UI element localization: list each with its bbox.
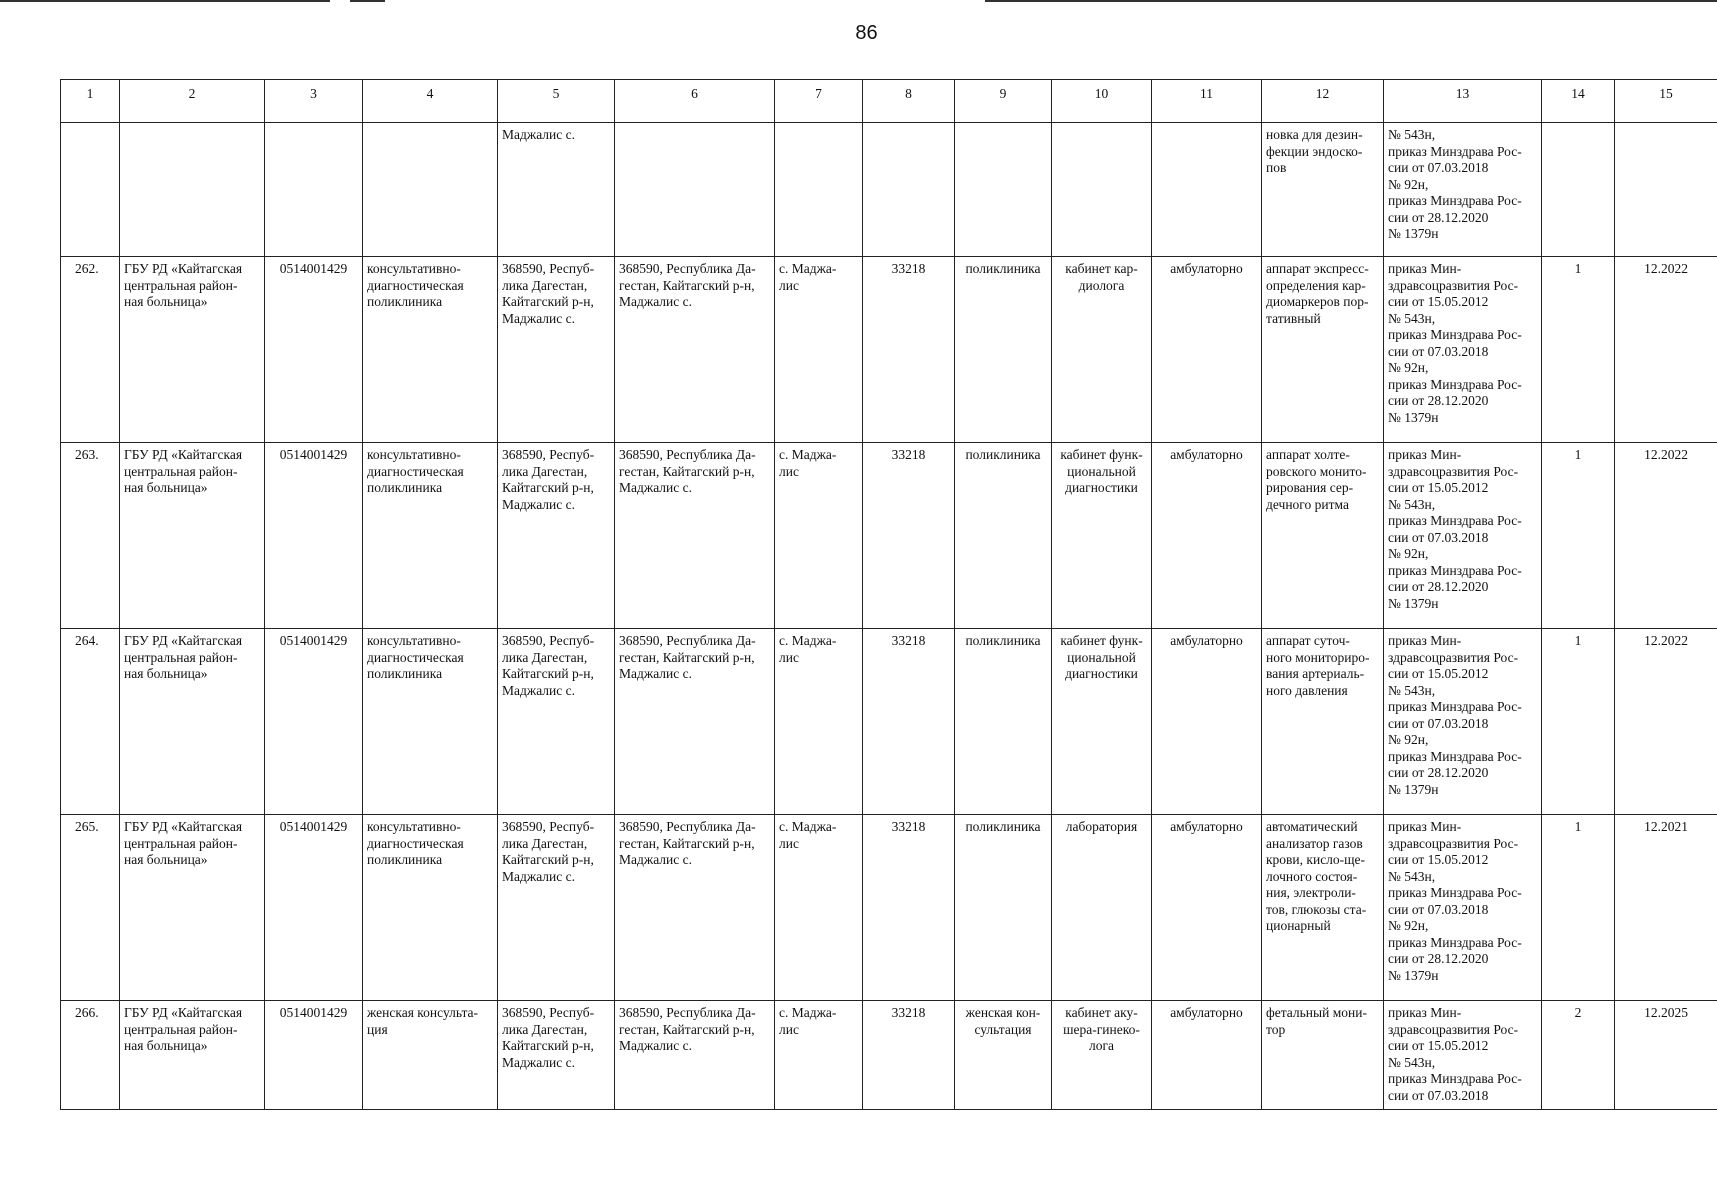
cell-unit: поликлиника <box>955 257 1052 443</box>
cell-facility-type: консультативно- диагностическая поликлиника <box>363 257 498 443</box>
cell-equipment: новка для дезин- фекции эндоско- пов <box>1262 123 1384 257</box>
cell-organization: ГБУ РД «Кайтагская центральная район- ная больница» <box>120 629 265 815</box>
page-number: 86 <box>855 22 878 44</box>
cell-code: 33218 <box>863 1001 955 1110</box>
cell-quantity: 2 <box>1542 1001 1615 1110</box>
header-row <box>61 80 1717 123</box>
cell-code: 33218 <box>863 257 955 443</box>
col-header: 15 <box>1615 80 1717 123</box>
table-row <box>61 629 1717 815</box>
cell-order: приказ Мин- здравсоцразвития Рос- сии от 15.05.2012 № 543н, приказ Минздрава Рос- сии от 07.03.2018 <box>1384 1001 1542 1110</box>
cell-date: 12.2022 <box>1615 443 1717 629</box>
cell-equipment: аппарат суточ- ного мониториро- вания артериаль- ного давления <box>1262 629 1384 815</box>
cell-organization: ГБУ РД «Кайтагская центральная район- ная больница» <box>120 257 265 443</box>
cell-date: 12.2025 <box>1615 1001 1717 1110</box>
cell-date: 12.2021 <box>1615 815 1717 1001</box>
cell-equipment: автоматический анализатор газов крови, кисло-ще- лочного состоя- ния, электроли- тов, глюкозы ста- ционарный <box>1262 815 1384 1001</box>
cell-unit: поликлиника <box>955 443 1052 629</box>
cell-care-type: амбулаторно <box>1152 815 1262 1001</box>
col-header: 14 <box>1542 80 1615 123</box>
cell-room: кабинет кар- диолога <box>1052 257 1152 443</box>
cell-order: приказ Мин- здравсоцразвития Рос- сии от 15.05.2012 № 543н, приказ Минздрава Рос- сии от 07.03.2018 № 92н, приказ Минздрава Рос- сии от 28.12.2020 № 1379н <box>1384 257 1542 443</box>
cell-code: 33218 <box>863 815 955 1001</box>
cell-equipment: аппарат экспресс- определения кар- диомаркеров пор- тативный <box>1262 257 1384 443</box>
cell-row-number: 262. <box>61 257 120 443</box>
col-header: 9 <box>955 80 1052 123</box>
cell-facility-type: консультативно- диагностическая поликлиника <box>363 629 498 815</box>
table-row <box>61 257 1717 443</box>
col-header: 5 <box>498 80 615 123</box>
col-header: 2 <box>120 80 265 123</box>
cell-row-number: 264. <box>61 629 120 815</box>
cell-address-actual: 368590, Республика Да- гестан, Кайтагский р-н, Маджалис с. <box>615 443 775 629</box>
cell-equipment: аппарат холте- ровского монито- рирования сер- дечного ритма <box>1262 443 1384 629</box>
cell-address-legal: 368590, Респуб- лика Дагестан, Кайтагский р-н, Маджалис с. <box>498 1001 615 1110</box>
cell-room: лаборатория <box>1052 815 1152 1001</box>
col-header: 11 <box>1152 80 1262 123</box>
col-header: 10 <box>1052 80 1152 123</box>
col-header: 3 <box>265 80 363 123</box>
cell-address-legal: 368590, Респуб- лика Дагестан, Кайтагский р-н, Маджалис с. <box>498 257 615 443</box>
cell-address-actual: 368590, Республика Да- гестан, Кайтагский р-н, Маджалис с. <box>615 815 775 1001</box>
cell-empty <box>1615 123 1717 257</box>
cell-empty <box>1542 123 1615 257</box>
cell-settlement: с. Маджа- лис <box>775 815 863 1001</box>
cell-empty <box>863 123 955 257</box>
cell-organization: ГБУ РД «Кайтагская центральная район- ная больница» <box>120 815 265 1001</box>
cell-unit: женская кон- сультация <box>955 1001 1052 1110</box>
cell-room: кабинет аку- шера-гинеко- лога <box>1052 1001 1152 1110</box>
continuation-row <box>61 123 1717 257</box>
col-header: 4 <box>363 80 498 123</box>
cell-care-type: амбулаторно <box>1152 629 1262 815</box>
cell-code: 33218 <box>863 443 955 629</box>
cell-room: кабинет функ- циональной диагностики <box>1052 443 1152 629</box>
cell-unit: поликлиника <box>955 815 1052 1001</box>
cell-empty <box>363 123 498 257</box>
cell-inn: 0514001429 <box>265 443 363 629</box>
table-row <box>61 443 1717 629</box>
cell-address-actual: 368590, Республика Да- гестан, Кайтагский р-н, Маджалис с. <box>615 1001 775 1110</box>
cell-care-type: амбулаторно <box>1152 257 1262 443</box>
cell-empty <box>120 123 265 257</box>
cell-order: приказ Мин- здравсоцразвития Рос- сии от 15.05.2012 № 543н, приказ Минздрава Рос- сии от 07.03.2018 № 92н, приказ Минздрава Рос- сии от 28.12.2020 № 1379н <box>1384 629 1542 815</box>
cell-settlement: с. Маджа- лис <box>775 443 863 629</box>
cell-inn: 0514001429 <box>265 815 363 1001</box>
top-rule-left <box>0 0 330 2</box>
cell-order: приказ Мин- здравсоцразвития Рос- сии от 15.05.2012 № 543н, приказ Минздрава Рос- сии от 07.03.2018 № 92н, приказ Минздрава Рос- сии от 28.12.2020 № 1379н <box>1384 815 1542 1001</box>
cell-inn: 0514001429 <box>265 629 363 815</box>
cell-row-number: 265. <box>61 815 120 1001</box>
cell-facility-type: консультативно- диагностическая поликлиника <box>363 815 498 1001</box>
cell-organization: ГБУ РД «Кайтагская центральная район- ная больница» <box>120 1001 265 1110</box>
cell-unit: поликлиника <box>955 629 1052 815</box>
table-row <box>61 815 1717 1001</box>
cell-empty <box>955 123 1052 257</box>
col-header: 6 <box>615 80 775 123</box>
cell-empty <box>265 123 363 257</box>
cell-address-legal: Маджалис с. <box>498 123 615 257</box>
col-header: 8 <box>863 80 955 123</box>
cell-empty <box>775 123 863 257</box>
col-header: 1 <box>61 80 120 123</box>
cell-order: № 543н, приказ Минздрава Рос- сии от 07.03.2018 № 92н, приказ Минздрава Рос- сии от 28.12.2020 № 1379н <box>1384 123 1542 257</box>
cell-organization: ГБУ РД «Кайтагская центральная район- ная больница» <box>120 443 265 629</box>
table-row <box>61 1001 1717 1110</box>
cell-quantity: 1 <box>1542 629 1615 815</box>
cell-inn: 0514001429 <box>265 1001 363 1110</box>
cell-code: 33218 <box>863 629 955 815</box>
col-header: 12 <box>1262 80 1384 123</box>
cell-date: 12.2022 <box>1615 257 1717 443</box>
col-header: 13 <box>1384 80 1542 123</box>
cell-address-legal: 368590, Респуб- лика Дагестан, Кайтагский р-н, Маджалис с. <box>498 815 615 1001</box>
cell-equipment: фетальный мони- тор <box>1262 1001 1384 1110</box>
top-rule-mid <box>350 0 385 2</box>
cell-settlement: с. Маджа- лис <box>775 257 863 443</box>
top-rule-right <box>985 0 1717 2</box>
col-header: 7 <box>775 80 863 123</box>
cell-quantity: 1 <box>1542 443 1615 629</box>
cell-address-actual: 368590, Республика Да- гестан, Кайтагский р-н, Маджалис с. <box>615 257 775 443</box>
cell-settlement: с. Маджа- лис <box>775 1001 863 1110</box>
cell-care-type: амбулаторно <box>1152 443 1262 629</box>
cell-date: 12.2022 <box>1615 629 1717 815</box>
cell-empty <box>1052 123 1152 257</box>
cell-room: кабинет функ- циональной диагностики <box>1052 629 1152 815</box>
cell-settlement: с. Маджа- лис <box>775 629 863 815</box>
cell-empty <box>615 123 775 257</box>
cell-address-legal: 368590, Респуб- лика Дагестан, Кайтагский р-н, Маджалис с. <box>498 629 615 815</box>
cell-quantity: 1 <box>1542 257 1615 443</box>
cell-empty <box>1152 123 1262 257</box>
cell-row-number: 263. <box>61 443 120 629</box>
cell-address-actual: 368590, Республика Да- гестан, Кайтагский р-н, Маджалис с. <box>615 629 775 815</box>
cell-row-number: 266. <box>61 1001 120 1110</box>
cell-quantity: 1 <box>1542 815 1615 1001</box>
cell-address-legal: 368590, Респуб- лика Дагестан, Кайтагский р-н, Маджалис с. <box>498 443 615 629</box>
cell-empty <box>61 123 120 257</box>
cell-facility-type: женская консульта- ция <box>363 1001 498 1110</box>
equipment-table <box>60 79 1717 1110</box>
cell-care-type: амбулаторно <box>1152 1001 1262 1110</box>
cell-facility-type: консультативно- диагностическая поликлиника <box>363 443 498 629</box>
cell-inn: 0514001429 <box>265 257 363 443</box>
cell-order: приказ Мин- здравсоцразвития Рос- сии от 15.05.2012 № 543н, приказ Минздрава Рос- сии от 07.03.2018 № 92н, приказ Минздрава Рос- сии от 28.12.2020 № 1379н <box>1384 443 1542 629</box>
